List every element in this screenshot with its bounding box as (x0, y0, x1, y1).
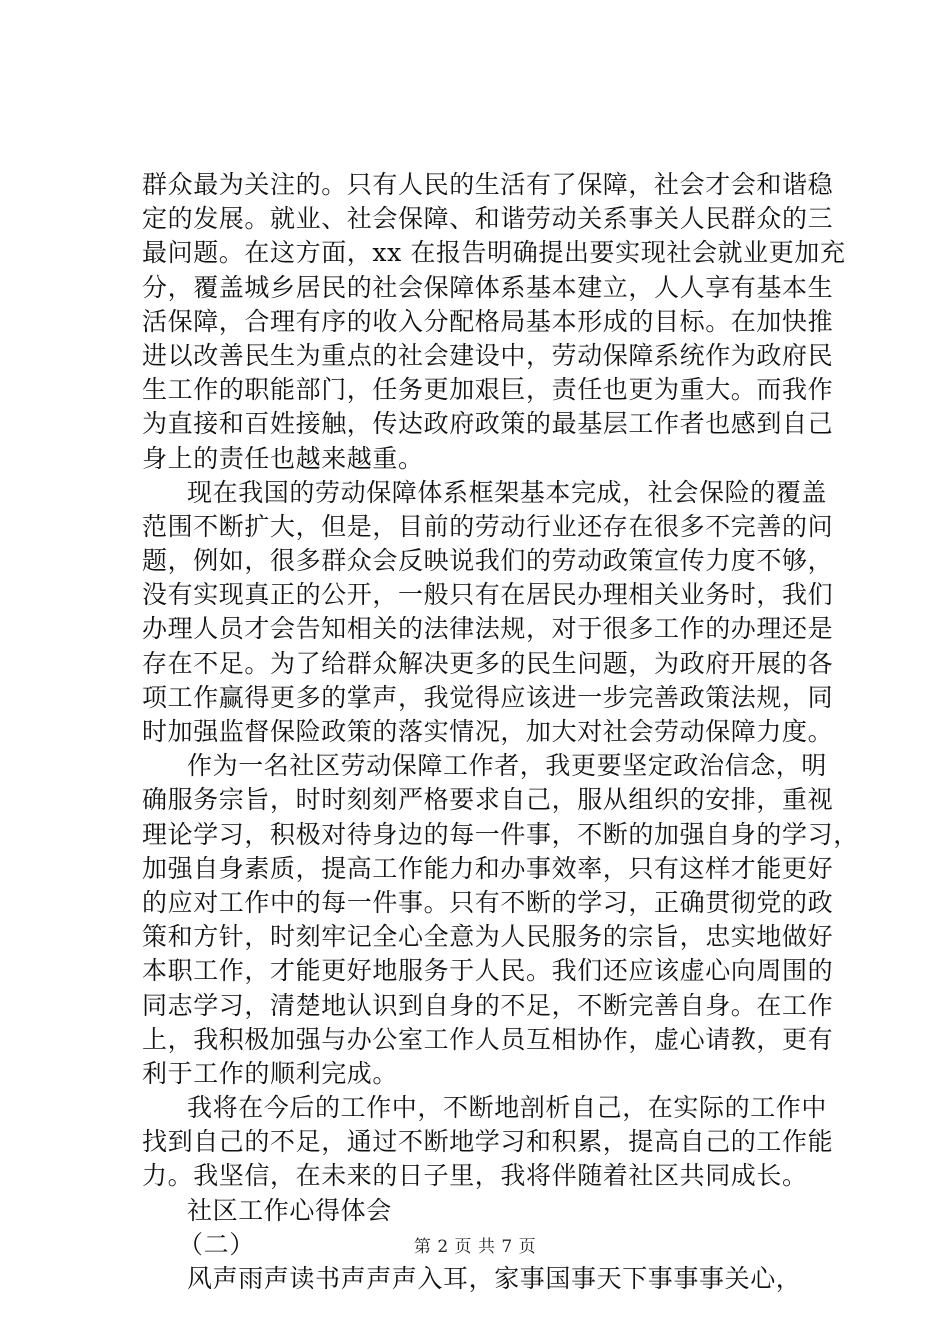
text-line: 的应对工作中的每一件事。只有不断的学习，正确贯彻党的政 (142, 887, 834, 917)
paragraph-first-line: 我将在今后的工作中，不断地剖析自己，在实际的工作中 (187, 1093, 828, 1123)
text-line: 进以改善民生为重点的社会建设中，劳动保障系统作为政府民 (142, 340, 834, 370)
text-line: 生工作的职能部门，任务更加艰巨，责任也更为重大。而我作 (142, 375, 834, 405)
text-line: 策和方针，时刻牢记全心全意为人民服务的宗旨，忠实地做好 (142, 922, 834, 952)
text-line: 为直接和百姓接触，传达政府政策的最基层工作者也感到自己 (142, 409, 834, 439)
text-line: 存在不足。为了给群众解决更多的民生问题，为政府开展的各 (142, 648, 834, 678)
text-line: 分，覆盖城乡居民的社会保障体系基本建立，人人享有基本生 (142, 272, 834, 302)
text-line: 题，例如，很多群众会反映说我们的劳动政策宣传力度不够， (142, 546, 834, 576)
text-line: 最问题。在这方面，xx 在报告明确提出要实现社会就业更加充 (142, 238, 846, 268)
text-line: 活保障，合理有序的收入分配格局基本形成的目标。在加快推 (142, 306, 834, 336)
text-line: 时加强监督保险政策的落实情况，加大对社会劳动保障力度。 (142, 717, 834, 746)
text-line: 同志学习，清楚地认识到自身的不足，不断完善自身。在工作 (142, 990, 834, 1020)
section-number: （二） (178, 1229, 255, 1259)
text-line: 确服务宗旨，时时刻刻严格要求自己，服从组织的安排，重视 (142, 785, 834, 815)
section-title: 社区工作心得体会 (187, 1195, 392, 1225)
text-line: 范围不断扩大，但是，目前的劳动行业还存在很多不完善的问 (142, 511, 834, 541)
text-line: 项工作赢得更多的掌声，我觉得应该进一步完善政策法规，同 (142, 682, 834, 712)
page-footer: 第 2 页 共 7 页 (413, 1237, 537, 1257)
text-line: 上，我积极加强与办公室工作人员互相协作，虚心请教，更有 (142, 1024, 834, 1054)
paragraph-first-line: 现在我国的劳动保障体系框架基本完成，社会保险的覆盖 (187, 477, 828, 507)
text-line: 加强自身素质，提高工作能力和办事效率，只有这样才能更好 (142, 853, 834, 883)
text-line: 找到自己的不足，通过不断地学习和积累，提高自己的工作能 (142, 1127, 834, 1157)
text-line: 没有实现真正的公开，一般只有在居民办理相关业务时，我们 (142, 580, 834, 610)
text-line: 定的发展。就业、社会保障、和谐劳动关系事关人民群众的三 (142, 204, 834, 234)
text-line: 群众最为关注的。只有人民的生活有了保障，社会才会和谐稳 (142, 170, 834, 199)
text-line: 身上的责任也越来越重。 (142, 443, 424, 473)
text-line: 利于工作的顺利完成。 (142, 1058, 399, 1088)
paragraph-first-line: 作为一名社区劳动保障工作者，我更要坚定政治信念，明 (187, 751, 828, 781)
text-line: 本职工作，才能更好地服务于人民。我们还应该虚心向周围的 (142, 956, 834, 986)
text-line: 理论学习，积极对待身边的每一件事，不断的加强自身的学习， (142, 819, 859, 849)
text-line: 办理人员才会告知相关的法律法规，对于很多工作的办理还是 (142, 614, 834, 644)
text-line: 力。我坚信，在未来的日子里，我将伴随着社区共同成长。 (142, 1161, 808, 1191)
document-body (142, 168, 859, 1296)
paragraph-first-line: 风声雨声读书声声声入耳，家事国事天下事事事关心， (187, 1264, 802, 1293)
